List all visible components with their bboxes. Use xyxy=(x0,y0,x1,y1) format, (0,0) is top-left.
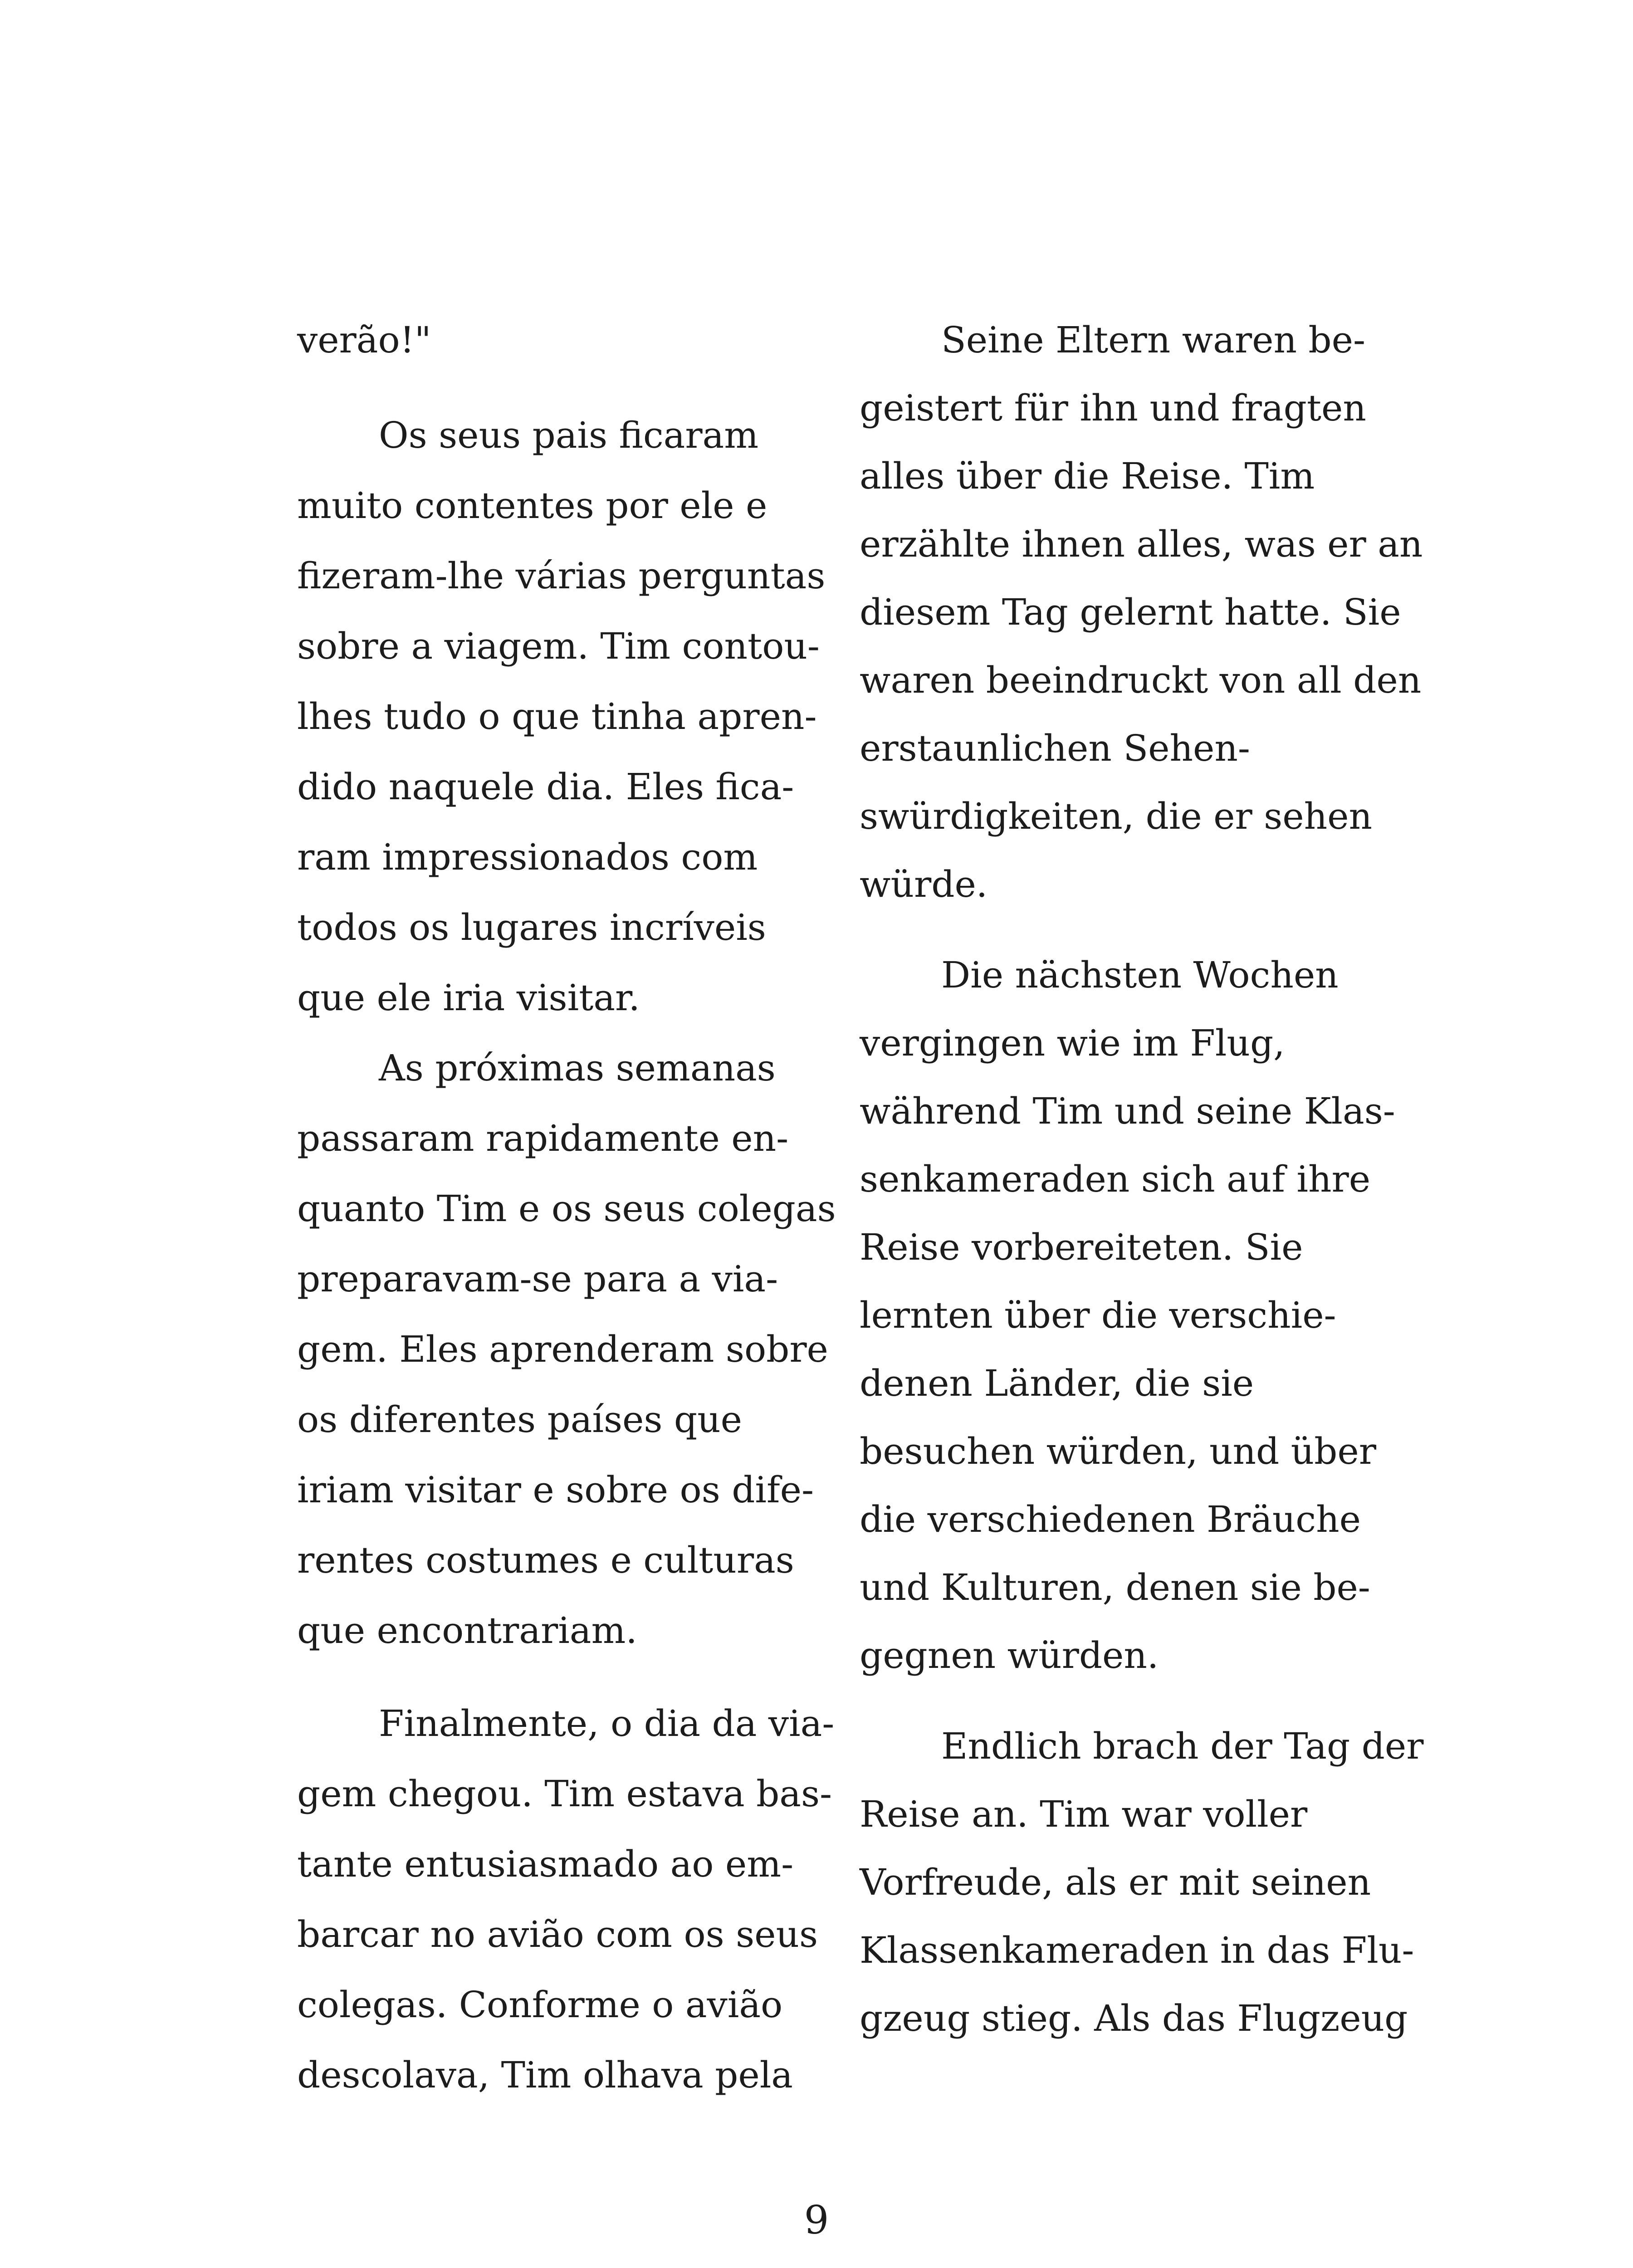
de-text-line-25: gzeug stieg. Als das Flugzeug xyxy=(860,1997,1408,2039)
pt-text-line-11: As próximas semanas xyxy=(379,1047,776,1089)
pt-text-line-15: gem. Eles aprenderam sobre xyxy=(297,1328,828,1370)
pt-text-line-6: lhes tudo o que tinha apren- xyxy=(297,695,817,738)
de-text-line-10: Die nächsten Wochen xyxy=(941,954,1339,996)
de-text-line-13: senkameraden sich auf ihre xyxy=(860,1158,1371,1200)
pt-text-line-16: os diferentes países que xyxy=(297,1398,742,1441)
pt-text-line-4: fizeram-lhe várias perguntas xyxy=(297,555,826,597)
pt-text-line-9: todos os lugares incríveis xyxy=(297,906,766,948)
de-text-line-11: vergingen wie im Flug, xyxy=(860,1022,1285,1064)
pt-text-line-13: quanto Tim e os seus colegas xyxy=(297,1188,836,1230)
pt-text-line-2: Os seus pais ficaram xyxy=(379,414,759,456)
pt-text-line-1: verão!" xyxy=(297,319,431,361)
page-number: 9 xyxy=(804,2198,829,2243)
de-text-line-12: während Tim und seine Klas- xyxy=(860,1090,1395,1132)
de-text-line-5: diesem Tag gelernt hatte. Sie xyxy=(860,591,1401,633)
de-text-line-14: Reise vorbereiteten. Sie xyxy=(860,1226,1303,1268)
de-text-line-16: denen Länder, die sie xyxy=(860,1362,1254,1404)
pt-text-line-3: muito contentes por ele e xyxy=(297,484,768,527)
pt-text-line-5: sobre a viagem. Tim contou- xyxy=(297,625,820,667)
pt-text-line-24: colegas. Conforme o avião xyxy=(297,1984,783,2026)
pt-text-line-20: Finalmente, o dia da via- xyxy=(379,1702,835,1745)
de-text-line-3: alles über die Reise. Tim xyxy=(860,455,1315,497)
de-text-line-1: Seine Eltern waren be- xyxy=(941,319,1365,361)
de-text-line-23: Vorfreude, als er mit seinen xyxy=(860,1861,1371,1903)
pt-text-line-19: que encontrariam. xyxy=(297,1609,637,1652)
pt-text-line-12: passaram rapidamente en- xyxy=(297,1117,789,1159)
de-text-line-9: würde. xyxy=(860,863,988,905)
bat-icon xyxy=(767,2263,939,2268)
pt-text-line-10: que ele iria visitar. xyxy=(297,977,640,1019)
de-text-line-19: und Kulturen, denen sie be- xyxy=(860,1566,1370,1608)
pt-text-line-7: dido naquele dia. Eles fica- xyxy=(297,766,794,808)
pt-text-line-25: descolava, Tim olhava pela xyxy=(297,2054,793,2096)
pt-text-line-21: gem chegou. Tim estava bas- xyxy=(297,1773,832,1815)
de-text-line-18: die verschiedenen Bräuche xyxy=(860,1498,1361,1540)
de-text-line-20: gegnen würden. xyxy=(860,1634,1159,1677)
de-text-line-2: geistert für ihn und fragten xyxy=(860,387,1366,429)
pt-text-line-18: rentes costumes e culturas xyxy=(297,1539,794,1581)
de-text-line-15: lernten über die verschie- xyxy=(860,1294,1336,1336)
pt-text-line-23: barcar no avião com os seus xyxy=(297,1913,818,1955)
pt-text-line-8: ram impressionados com xyxy=(297,836,758,878)
de-text-line-24: Klassenkameraden in das Flu- xyxy=(860,1929,1414,1971)
de-text-line-21: Endlich brach der Tag der xyxy=(941,1725,1424,1767)
pt-text-line-22: tante entusiasmado ao em- xyxy=(297,1843,794,1885)
de-text-line-8: swürdigkeiten, die er sehen xyxy=(860,795,1372,837)
de-text-line-22: Reise an. Tim war voller xyxy=(860,1793,1308,1835)
de-text-line-7: erstaunlichen Sehen- xyxy=(860,727,1250,769)
de-text-line-17: besuchen würden, und über xyxy=(860,1430,1376,1472)
de-text-line-4: erzählte ihnen alles, was er an xyxy=(860,523,1423,565)
de-text-line-6: waren beeindruckt von all den xyxy=(860,659,1422,701)
pt-text-line-14: preparavam-se para a via- xyxy=(297,1258,778,1300)
pt-text-line-17: iriam visitar e sobre os dife- xyxy=(297,1469,814,1511)
